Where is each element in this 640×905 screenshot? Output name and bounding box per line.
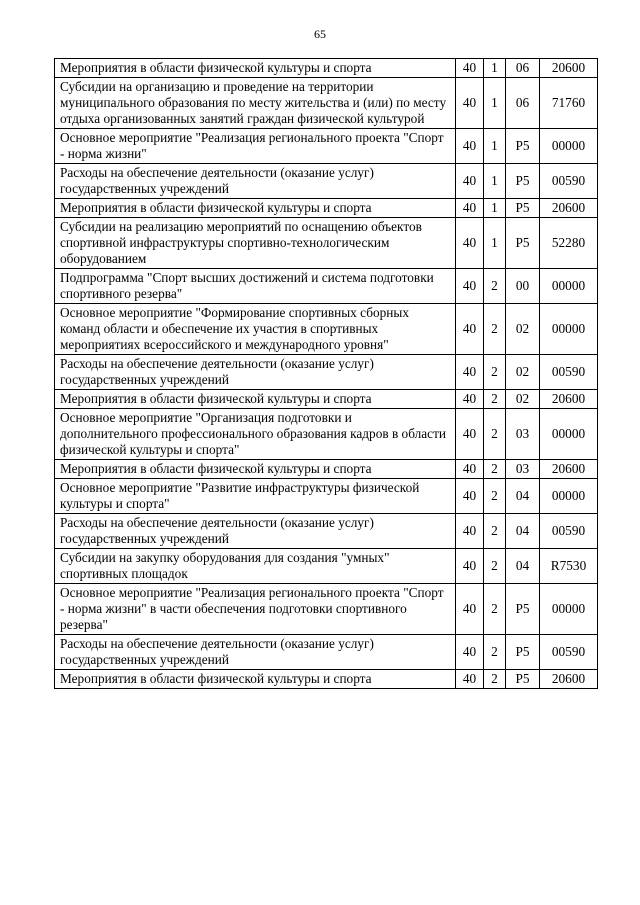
row-name-cell: Основное мероприятие "Развитие инфраструктуры физической культуры и спорта" <box>55 479 456 514</box>
row-program-code-cell: 40 <box>456 460 484 479</box>
row-direction-code-cell: 71760 <box>540 78 598 129</box>
row-program-code-cell: 40 <box>456 59 484 78</box>
table-row <box>55 129 598 164</box>
table-row <box>55 78 598 129</box>
row-program-code-cell: 40 <box>456 635 484 670</box>
row-activity-code-cell: 03 <box>506 409 540 460</box>
row-program-code-cell: 40 <box>456 199 484 218</box>
row-activity-code-cell: P5 <box>506 129 540 164</box>
row-program-code-cell: 40 <box>456 479 484 514</box>
table-row <box>55 479 598 514</box>
table-row <box>55 59 598 78</box>
row-subprogram-code-cell: 2 <box>484 670 506 689</box>
row-activity-code-cell: P5 <box>506 199 540 218</box>
row-name-cell: Мероприятия в области физической культуры и спорта <box>55 460 456 479</box>
row-subprogram-code-cell: 1 <box>484 129 506 164</box>
row-direction-code-cell: 20600 <box>540 670 598 689</box>
row-program-code-cell: 40 <box>456 218 484 269</box>
row-name-cell: Расходы на обеспечение деятельности (оказание услуг) государственных учреждений <box>55 635 456 670</box>
row-direction-code-cell: 20600 <box>540 59 598 78</box>
row-direction-code-cell: 00590 <box>540 635 598 670</box>
row-direction-code-cell: 52280 <box>540 218 598 269</box>
table-row <box>55 549 598 584</box>
row-direction-code-cell: 00590 <box>540 355 598 390</box>
row-activity-code-cell: P5 <box>506 584 540 635</box>
row-direction-code-cell: 00000 <box>540 304 598 355</box>
budget-classification-table <box>54 58 598 689</box>
row-activity-code-cell: P5 <box>506 164 540 199</box>
row-name-cell: Мероприятия в области физической культуры и спорта <box>55 59 456 78</box>
row-activity-code-cell: 02 <box>506 304 540 355</box>
table-row <box>55 269 598 304</box>
row-direction-code-cell: 00000 <box>540 129 598 164</box>
table-row <box>55 635 598 670</box>
row-name-cell: Основное мероприятие "Организация подготовки и дополнительного профессионального образования кадров в области физической культуры и спорта" <box>55 409 456 460</box>
row-program-code-cell: 40 <box>456 129 484 164</box>
row-subprogram-code-cell: 1 <box>484 78 506 129</box>
table-row <box>55 584 598 635</box>
row-activity-code-cell: P5 <box>506 635 540 670</box>
table-row <box>55 460 598 479</box>
row-subprogram-code-cell: 2 <box>484 549 506 584</box>
row-direction-code-cell: 00000 <box>540 409 598 460</box>
row-subprogram-code-cell: 2 <box>484 460 506 479</box>
row-subprogram-code-cell: 1 <box>484 59 506 78</box>
row-program-code-cell: 40 <box>456 549 484 584</box>
row-subprogram-code-cell: 2 <box>484 479 506 514</box>
table-row <box>55 218 598 269</box>
row-direction-code-cell: 00590 <box>540 514 598 549</box>
row-activity-code-cell: 00 <box>506 269 540 304</box>
row-name-cell: Расходы на обеспечение деятельности (оказание услуг) государственных учреждений <box>55 355 456 390</box>
row-name-cell: Расходы на обеспечение деятельности (оказание услуг) государственных учреждений <box>55 514 456 549</box>
row-program-code-cell: 40 <box>456 269 484 304</box>
row-program-code-cell: 40 <box>456 164 484 199</box>
table-row <box>55 199 598 218</box>
row-activity-code-cell: P5 <box>506 218 540 269</box>
row-subprogram-code-cell: 2 <box>484 390 506 409</box>
table-row <box>55 670 598 689</box>
row-name-cell: Основное мероприятие "Реализация регионального проекта "Спорт - норма жизни" <box>55 129 456 164</box>
row-activity-code-cell: 04 <box>506 514 540 549</box>
table-row <box>55 390 598 409</box>
row-name-cell: Подпрограмма "Спорт высших достижений и система подготовки спортивного резерва" <box>55 269 456 304</box>
row-name-cell: Мероприятия в области физической культуры и спорта <box>55 670 456 689</box>
row-activity-code-cell: 06 <box>506 78 540 129</box>
row-activity-code-cell: 06 <box>506 59 540 78</box>
row-subprogram-code-cell: 1 <box>484 199 506 218</box>
row-direction-code-cell: 00000 <box>540 584 598 635</box>
row-direction-code-cell: 20600 <box>540 390 598 409</box>
row-subprogram-code-cell: 2 <box>484 584 506 635</box>
row-direction-code-cell: R7530 <box>540 549 598 584</box>
row-activity-code-cell: 04 <box>506 549 540 584</box>
row-program-code-cell: 40 <box>456 409 484 460</box>
row-name-cell: Субсидии на реализацию мероприятий по оснащению объектов спортивной инфраструктуры спортивно-технологическим оборудованием <box>55 218 456 269</box>
row-name-cell: Мероприятия в области физической культуры и спорта <box>55 390 456 409</box>
row-activity-code-cell: P5 <box>506 670 540 689</box>
row-direction-code-cell: 00000 <box>540 479 598 514</box>
table-row <box>55 304 598 355</box>
row-direction-code-cell: 20600 <box>540 460 598 479</box>
row-subprogram-code-cell: 2 <box>484 269 506 304</box>
row-subprogram-code-cell: 2 <box>484 514 506 549</box>
row-subprogram-code-cell: 1 <box>484 164 506 199</box>
row-program-code-cell: 40 <box>456 670 484 689</box>
table-row <box>55 355 598 390</box>
row-activity-code-cell: 04 <box>506 479 540 514</box>
row-name-cell: Основное мероприятие "Реализация регионального проекта "Спорт - норма жизни" в части обеспечения подготовки спортивного резерва" <box>55 584 456 635</box>
table-row <box>55 409 598 460</box>
row-program-code-cell: 40 <box>456 78 484 129</box>
row-name-cell: Расходы на обеспечение деятельности (оказание услуг) государственных учреждений <box>55 164 456 199</box>
row-activity-code-cell: 03 <box>506 460 540 479</box>
table-body <box>55 59 598 689</box>
row-program-code-cell: 40 <box>456 514 484 549</box>
row-subprogram-code-cell: 2 <box>484 409 506 460</box>
row-name-cell: Основное мероприятие "Формирование спортивных сборных команд области и обеспечение их участия в спортивных мероприятиях всероссийского и международного уровня" <box>55 304 456 355</box>
row-activity-code-cell: 02 <box>506 355 540 390</box>
row-name-cell: Мероприятия в области физической культуры и спорта <box>55 199 456 218</box>
row-direction-code-cell: 00000 <box>540 269 598 304</box>
row-direction-code-cell: 20600 <box>540 199 598 218</box>
row-program-code-cell: 40 <box>456 355 484 390</box>
table-row <box>55 514 598 549</box>
row-direction-code-cell: 00590 <box>540 164 598 199</box>
row-name-cell: Субсидии на организацию и проведение на территории муниципального образования по месту жительства и (или) по месту отдыха организованных занятий граждан физической культурой <box>55 78 456 129</box>
table-row <box>55 164 598 199</box>
row-program-code-cell: 40 <box>456 584 484 635</box>
row-activity-code-cell: 02 <box>506 390 540 409</box>
row-name-cell: Субсидии на закупку оборудования для создания "умных" спортивных площадок <box>55 549 456 584</box>
row-program-code-cell: 40 <box>456 390 484 409</box>
row-program-code-cell: 40 <box>456 304 484 355</box>
row-subprogram-code-cell: 2 <box>484 355 506 390</box>
row-subprogram-code-cell: 2 <box>484 304 506 355</box>
row-subprogram-code-cell: 2 <box>484 635 506 670</box>
page-number: 65 <box>314 27 326 41</box>
row-subprogram-code-cell: 1 <box>484 218 506 269</box>
